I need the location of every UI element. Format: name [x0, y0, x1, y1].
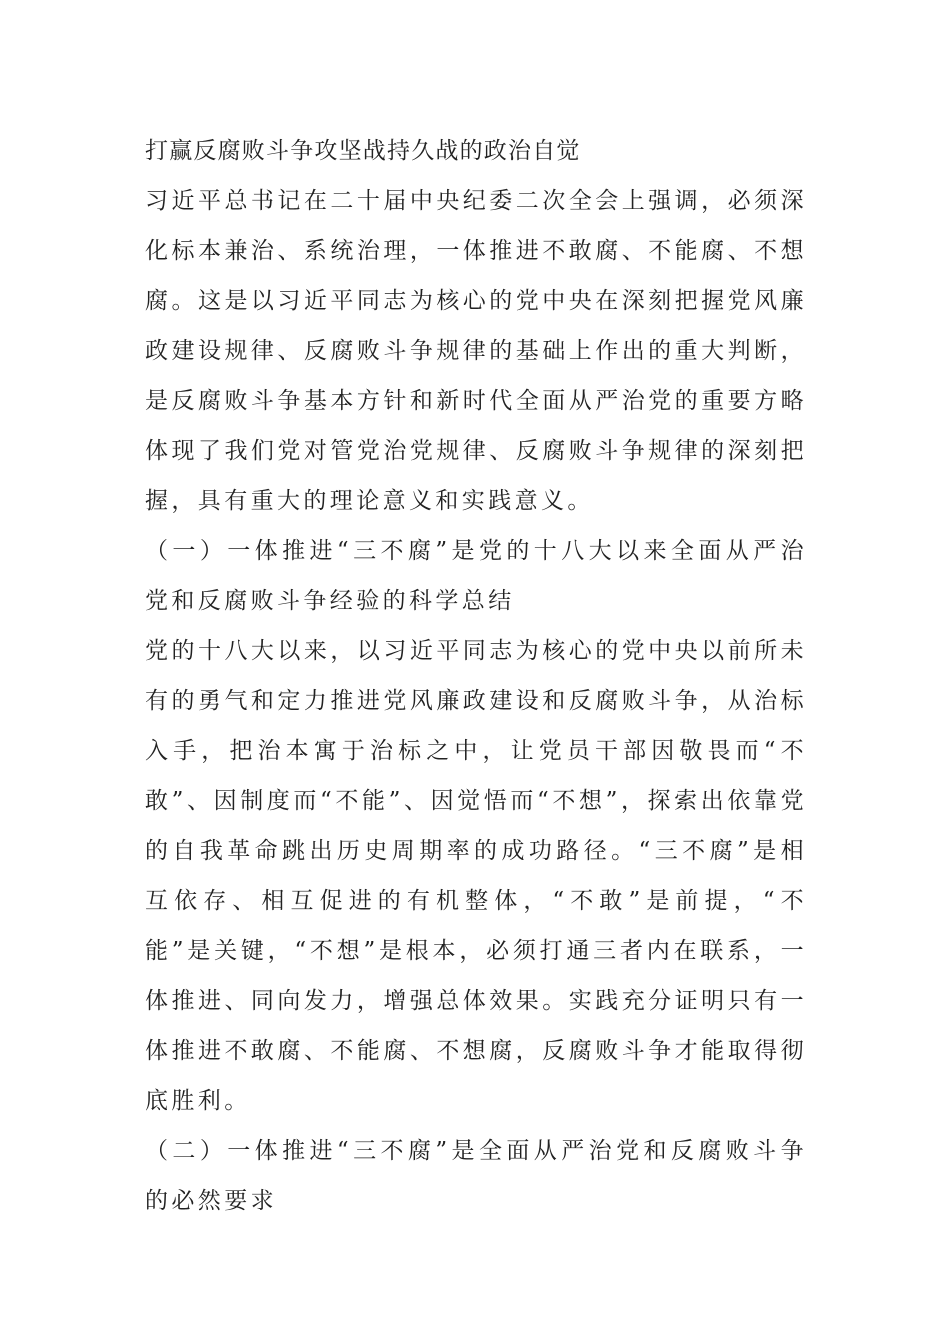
- paragraph-section-1: 党的十八大以来，以习近平同志为核心的党中央以前所未有的勇气和定力推进党风廉政建设和反腐败斗争，从治标入手，把治本寓于治标之中，让党员干部因敬畏而“不敢”、因制度而“不能”、因觉悟而“不想”，探索出依靠党的自我革命跳出历史周期率的成功路径。“三不腐”是相互依存、相互促进的有机整体，“不敢”是前提，“不能”是关键，“不想”是根本，必须打通三者内在联系，一体推进、同向发力，增强总体效果。实践充分证明只有一体推进不敢腐、不能腐、不想腐，反腐败斗争才能取得彻底胜利。: [145, 638, 807, 1114]
- paragraph-intro: 习近平总书记在二十届中央纪委二次全会上强调，必须深化标本兼治、系统治理，一体推进不敢腐、不能腐、不想腐。这是以习近平同志为核心的党中央在深刻把握党风廉政建设规律、反腐败斗争规律的基础上作出的重大判断，是反腐败斗争基本方针和新时代全面从严治党的重要方略体现了我们党对管党治党规律、反腐败斗争规律的深刻把握，具有重大的理论意义和实践意义。: [145, 188, 807, 514]
- section-heading-1: （一）一体推进“三不腐”是党的十八大以来全面从严治党和反腐败斗争经验的科学总结: [145, 538, 807, 614]
- document-body: [145, 126, 807, 1226]
- section-heading-2: （二）一体推进“三不腐”是全面从严治党和反腐败斗争的必然要求: [145, 1138, 807, 1214]
- document-title: 打赢反腐败斗争攻坚战持久战的政治自觉: [145, 138, 581, 164]
